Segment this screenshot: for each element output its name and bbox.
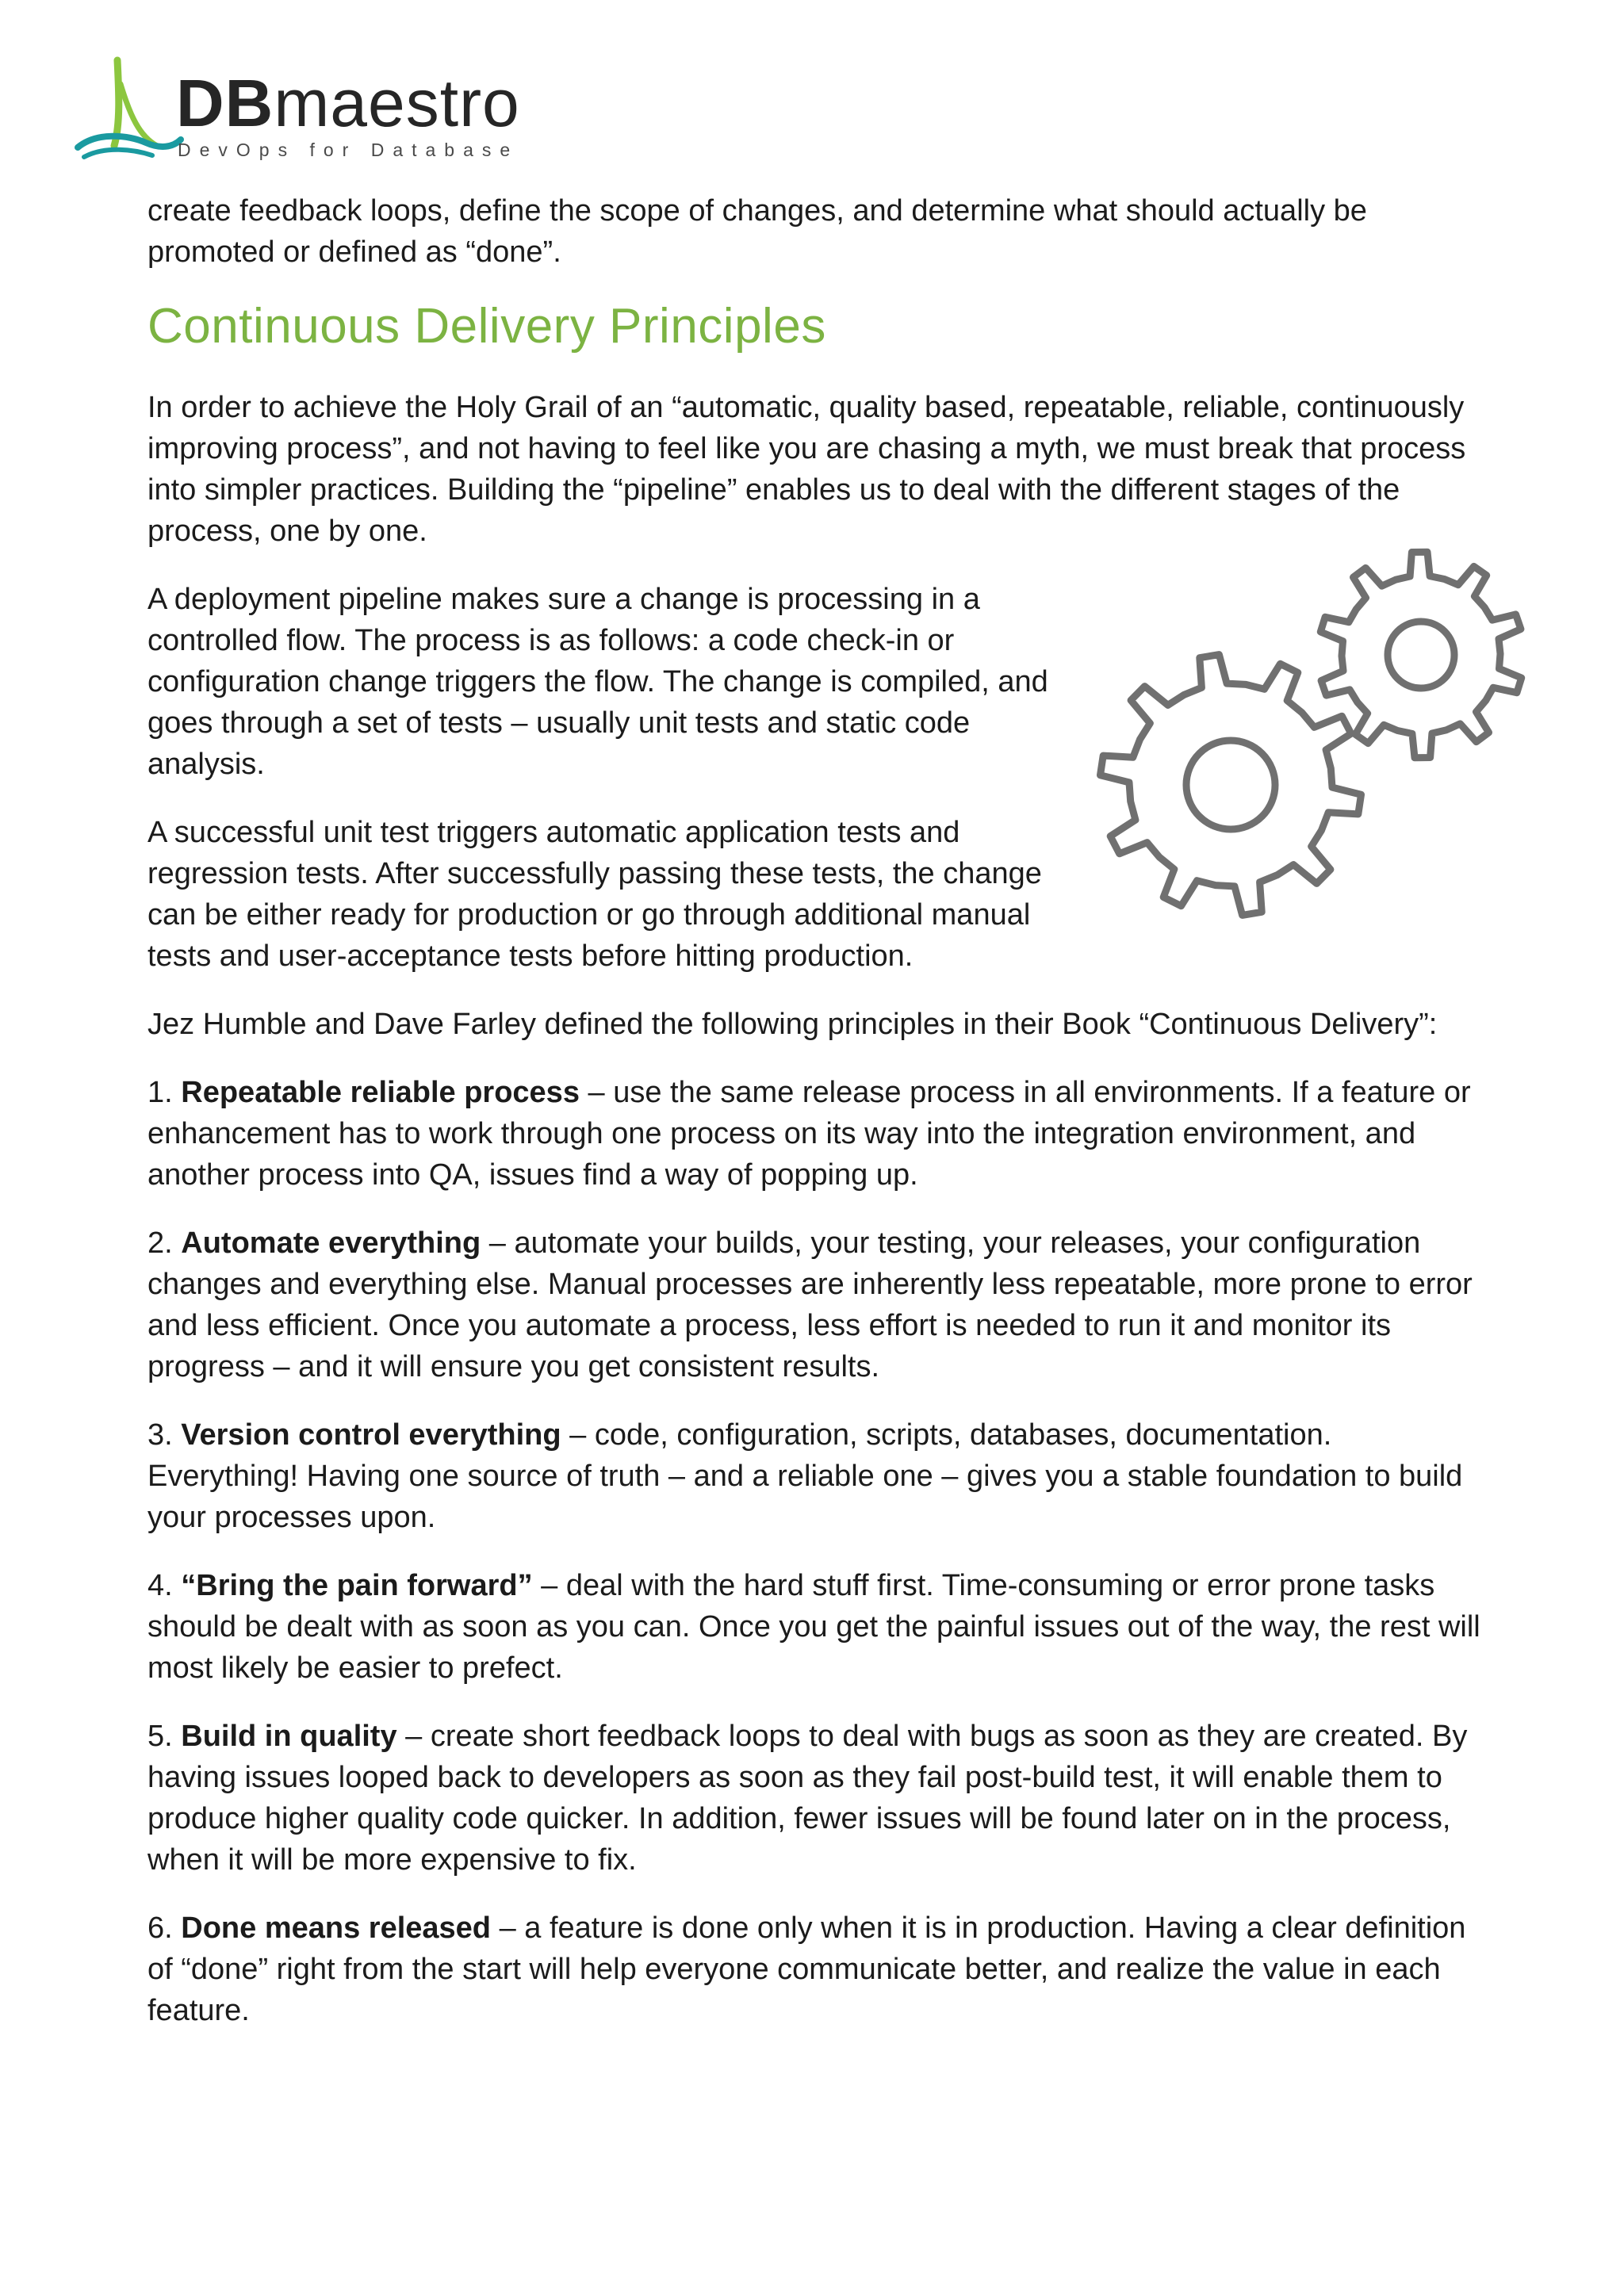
principle-title: Version control everything: [181, 1418, 561, 1452]
dbmaestro-logo: [73, 52, 580, 163]
principle-title: Repeatable reliable process: [181, 1076, 580, 1109]
logo-tagline: DevOps for Database: [178, 140, 519, 160]
paragraph-1: In order to achieve the Holy Grail of an “automatic, quality based, repeatable, reliable, continuously improving process”, and not having to feel like you are chasing a myth, we must break that process into simpler practices. Building the “pipeline” enables us to deal with the different stages of the process, one by one.: [147, 391, 1466, 548]
logo-db: DB: [176, 66, 274, 140]
principle-title: Build in quality: [181, 1720, 397, 1753]
paragraph-4: Jez Humble and Dave Farley defined the following principles in their Book “Continuous Delivery”:: [147, 1008, 1438, 1041]
paragraph-2: A deployment pipeline makes sure a change is processing in a controlled flow. The process is as follows: a code check-in or configuration change triggers the flow. The change is compiled, and goes through a set of tests – usually unit tests and static code analysis.: [147, 583, 1048, 781]
principle-6: 6. Done means released – a feature is done only when it is in production. Having a clear definition of “done” right from the start will help everyone communicate better, and realize the value in each feature.: [147, 1911, 1466, 2027]
principle-5: 5. Build in quality – create short feedback loops to deal with bugs as soon as they are created. By having issues looped back to developers as soon as they fail post-build test, it will enable them to produce higher quality code quicker. In addition, fewer issues will be found later on in the process, when it will be more expensive to fix.: [147, 1720, 1468, 1877]
principle-4: 4. “Bring the pain forward” – deal with the hard stuff first. Time-consuming or error prone tasks should be dealt with as soon as you can. Once you get the painful issues out of the way, the rest will most likely be easier to prefect.: [147, 1569, 1480, 1685]
principle-title: “Bring the pain forward”: [181, 1569, 533, 1602]
logo-wordmark: [176, 66, 520, 140]
principle-1: 1. Repeatable reliable process – use the same release process in all environments. If a feature or enhancement has to work through one process on its way into the integration environment, and another process into QA, issues find a way of popping up.: [147, 1076, 1471, 1192]
intro-paragraph: create feedback loops, define the scope of changes, and determine what should actually be promoted or defined as “done”.: [147, 194, 1367, 269]
principle-title: Done means released: [181, 1911, 492, 1945]
paragraph-3: A successful unit test triggers automatic application tests and regression tests. After successfully passing these tests, the change can be either ready for production or go through additional manual tests and user-acceptance tests before hitting production.: [147, 816, 1042, 973]
section-heading: Continuous Delivery Principles: [147, 299, 826, 354]
principle-title: Automate everything: [181, 1226, 481, 1260]
principle-2: 2. Automate everything – automate your builds, your testing, your releases, your configuration changes and everything else. Manual processes are inherently less repeatable, more prone to error and less efficient. Once you automate a process, less effort is needed to run it and monitor its progress – and it will ensure you get consistent results.: [147, 1226, 1473, 1383]
logo-maestro: maestro: [274, 66, 520, 140]
logo-mark-icon: [73, 52, 184, 163]
document-body: [147, 190, 1488, 2058]
principle-3: 3. Version control everything – code, configuration, scripts, databases, documentation. Everything! Having one source of truth – and a reliable one – gives you a stable foundation to build your processes upon.: [147, 1418, 1463, 1534]
